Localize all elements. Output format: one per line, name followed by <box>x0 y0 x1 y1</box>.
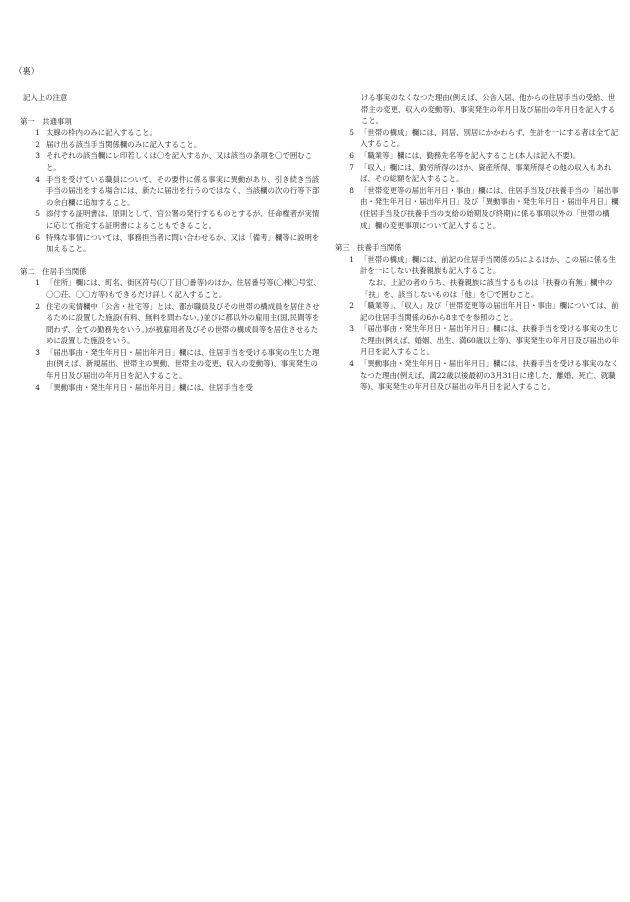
item-number: 4 <box>349 359 354 369</box>
item-text: 太線の枠内のみに記入すること。 <box>46 128 157 138</box>
list-item <box>20 347 322 382</box>
item-number: 6 <box>35 232 40 242</box>
list-item <box>335 150 620 162</box>
list-item <box>20 174 322 209</box>
list-item <box>20 150 322 173</box>
housing-item-4-continuation: ける事実のなくなつた理由(例えば、公舎入居、他からの住居手当の受給、世帯主の変更、収入の変動等)、事実発生の年月日及び届出の年月日を記入すること。 <box>361 93 616 126</box>
section-heading-housing: 第二 住居手当関係 <box>20 266 87 276</box>
item-text: それぞれの該当欄にレ印若しくは〇を記入するか、又は該当の条項を〇で囲むこと。 <box>46 151 313 172</box>
item-number: 1 <box>35 128 40 138</box>
item-text: 「職業等」欄には、勤務先名等を記入すること(本人は記入不要)。 <box>360 150 581 160</box>
item-number: 3 <box>349 324 354 334</box>
item-number: 1 <box>349 254 354 264</box>
item-text: 「世帯変更等の届出年月日・事由」欄には、住居手当及び扶養手当の「届出事由・発生年月日・届出年月日」及び「異動事由・発生年月日・届出年月日」欄(住居手当及び扶養手当の支給の始期及び終期)に係る事項以外の「世帯の構成」欄の変更事項について記入すること。 <box>360 185 619 230</box>
left-column <box>20 92 322 393</box>
item-text: 届け出る該当手当関係欄のみに記入すること。 <box>46 139 202 149</box>
item-text: 手当を受けている職員について、その要件に係る事実に異動があり、引き続き当該手当の届出をする場合には、新たに届出を行うのではなく、当該欄の次の行等下部の余白欄に追加すること。 <box>46 174 320 207</box>
item-number: 1 <box>35 278 40 288</box>
housing-items-continued <box>335 127 620 231</box>
item-number: 8 <box>349 185 354 195</box>
housing-items <box>20 277 322 393</box>
item-number: 6 <box>349 150 354 160</box>
item-text: 住宅の実情欄中「公舎・社宅等」とは、都が職員及びその世帯の構成員を居住させるために設置した施設(有料、無料を問わない。)並びに都以外の雇用主(国,民間等を問わず、全ての勤務先をいう。)が被雇用者及びその世帯の構成員等を居住させるために設置した施設をいう。 <box>46 301 320 346</box>
item-text: 「届出事由・発生年月日・届出年月日」欄には、住居手当を受ける事実の生じた理由(例えば、新規届出、世帯主の異動、世帯主の変更、収入の変動等)、事実発生の年月日及び届出の年月日を記入すること。 <box>46 347 320 381</box>
list-item <box>335 358 620 393</box>
list-item <box>335 323 620 358</box>
item-text: 「収入」欄には、勤労所得のほか、資産所得、事業所得その他の収入もあれば、その総額を記入すること。 <box>360 162 612 184</box>
list-item <box>20 139 322 151</box>
list-item <box>20 277 322 300</box>
item-text: 「住所」欄には、町名、街区符号(〇丁目〇番等)のほか、住居番号等(〇棟〇号室、〇〇荘、〇〇方等)もできるだけ詳しく記入すること。 <box>46 278 321 299</box>
item-text: 「世帯の構成」欄には、前記の住居手当関係の5によるほか、この届に係る生計を一にしない扶養親族も記入すること。 <box>360 254 616 276</box>
item-number: 5 <box>35 209 40 219</box>
item-number: 2 <box>349 301 354 311</box>
list-item <box>20 382 322 394</box>
dependent-note-paragraph: なお、上記の者のうち、扶養親族に該当するものは「扶養の有無」欄中の「扶」を、該当しないものは「他」を〇で囲むこと。 <box>361 277 613 299</box>
section-heading-dependent: 第三 扶養手当関係 <box>335 243 402 253</box>
notes-title: 記入上の注意 <box>23 93 68 102</box>
item-text: 「異動事由・発生年月日・届出年月日」欄には、扶養手当を受ける事実のなくなつた理由(例えば、満22歳以後最初の3月31日に達した、離婚、死亡、就職等)、事実発生の年月日及び届出の年月日を記入すること。 <box>360 359 619 392</box>
list-item <box>20 301 322 347</box>
item-number: 4 <box>35 174 40 184</box>
dependent-items <box>335 254 620 393</box>
item-text: 「異動事由・発生年月日・届出年月日」欄には、住居手当を受 <box>46 382 253 392</box>
item-number: 5 <box>349 127 354 137</box>
right-column <box>335 92 620 393</box>
list-item <box>335 300 620 323</box>
list-item <box>20 232 322 255</box>
item-number: 2 <box>35 139 40 149</box>
list-item <box>20 208 322 231</box>
item-number: 3 <box>35 151 40 161</box>
common-items <box>20 127 322 255</box>
item-text: 添付する証明書は、原則として、官公署の発行するものとするが、任命権者が実情に応じて指定する証明書によることもできること。 <box>46 209 320 230</box>
item-text: 特殊な事情については、事務担当者に問い合わせるか、又は「備考」欄等に説明を加えること。 <box>46 232 320 254</box>
item-number: 2 <box>35 301 40 311</box>
list-item <box>335 162 620 185</box>
list-item <box>335 127 620 150</box>
back-side-label: （裏） <box>14 66 40 76</box>
item-number: 4 <box>35 382 40 392</box>
item-text: 「職業等」、「収入」及び「世帯変更等の届出年月日・事由」欄については、前記の住居手当関係の6から8までを参照のこと。 <box>360 301 619 322</box>
section-heading-common: 第一 共通事項 <box>20 116 72 126</box>
item-text: 「世帯の構成」欄には、同居、別居にかかわらず、生計を一にする者は全て記入すること。 <box>360 127 619 149</box>
list-item <box>335 185 620 231</box>
item-number: 3 <box>35 347 40 357</box>
list-item <box>335 254 620 277</box>
item-text: 「届出事由・発生年月日・届出年月日」欄には、扶養手当を受ける事実の生じた理由(例えば、婚姻、出生、満60歳以上等)、事実発生の年月日及び届出の年月日を記入すること。 <box>360 324 620 357</box>
item-number: 7 <box>349 162 354 172</box>
list-item <box>20 127 322 139</box>
